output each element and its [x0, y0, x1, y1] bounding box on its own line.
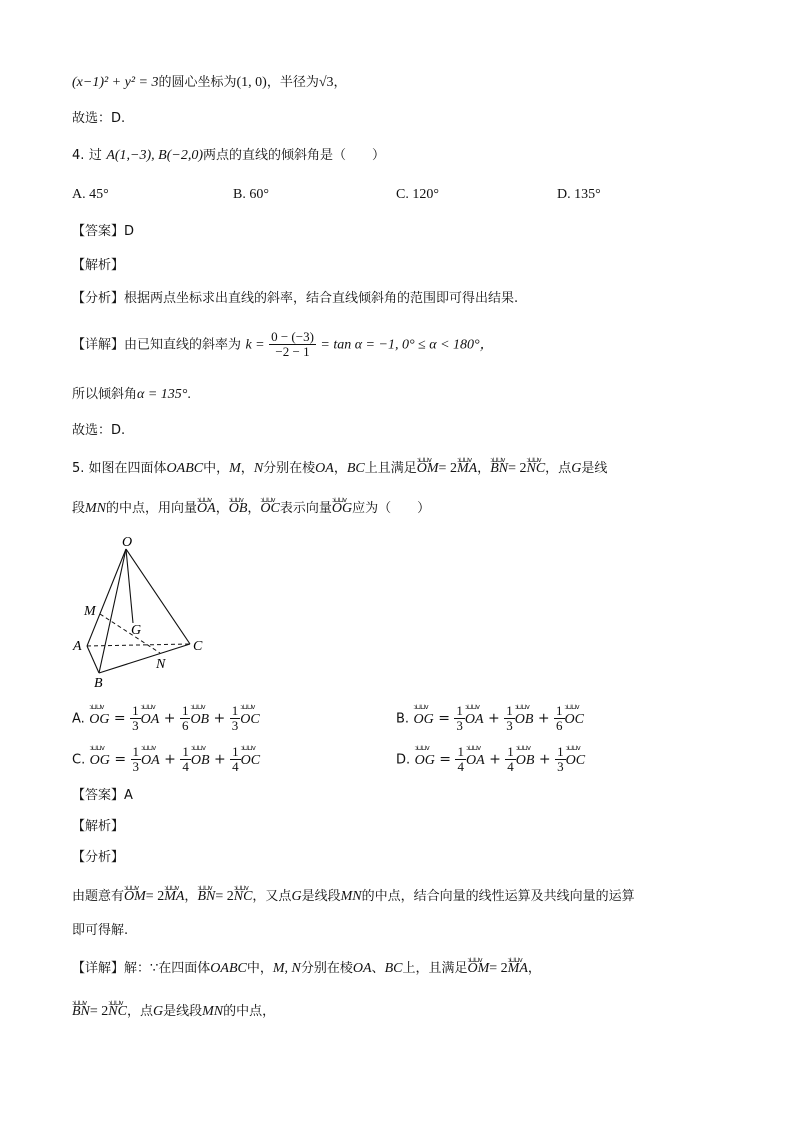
edge-AB: [87, 646, 99, 673]
analysis-5-line-2: 即可得解.: [72, 923, 129, 938]
analysis-5-heading: 【解析】: [72, 819, 125, 834]
label-C: C: [193, 639, 203, 654]
edge-OB: [99, 549, 126, 673]
detail-5-line-2: ↄ⊔⊔ⅴ BN= 2ↄ⊔⊔ⅴ NC，点G是线段MN的中点，: [72, 1001, 275, 1022]
q4-option-c: C. 120°: [396, 187, 439, 202]
answer-5: 【答案】A: [72, 788, 133, 803]
q4-option-b: B. 60°: [233, 187, 269, 202]
q4-selection: 故选：D.: [72, 423, 126, 438]
edge-OG: [126, 549, 133, 623]
detail-4: 【详解】由已知直线的斜率为 k = $\frac{0 - (-3)}{-2 - 1}$ = tan α = −1, 0° ≤ α < 180°，: [72, 329, 494, 359]
label-M: M: [84, 604, 96, 619]
segment-MN: [100, 614, 160, 653]
q4-option-d: D. 135°: [557, 187, 601, 202]
analysis-5-line-1: 由题意有ↄ⊔⊔ⅴ OM= 2ↄ⊔⊔ⅴ MA，ↄ⊔⊔ⅴ BN= 2ↄ⊔⊔ⅴ NC，又点G是线段MN的中点，结合向量的线性运算及共线向量的运算: [72, 886, 635, 907]
detail-5-line-1: 【详解】解：∵在四面体OABC中，M, N分别在棱OA、BC上，且满足ↄ⊔⊔ⅴ OM= 2ↄ⊔⊔ⅴ MA，: [72, 958, 541, 979]
answer-choice-line: 故选：D.: [72, 111, 126, 126]
circle-equation: (x−1)² + y² = 3: [72, 75, 159, 90]
edge-AC-hidden: [87, 644, 190, 646]
answer-4: 【答案】D: [72, 224, 135, 239]
question-4: 4. 过 A(1,−3), B(−2,0)两点的直线的倾斜角是（ ）: [72, 148, 385, 163]
q5-option-b: B. ↄ⊔⊔ⅴ OG = $\frac{1}{3}$ ↄ⊔⊔ⅴ OA + $\frac{1}{3}$ ↄ⊔⊔ⅴ OB + $\frac{1}{6}$ ↄ⊔⊔ⅴ OC: [396, 704, 584, 733]
q5-option-a: A. ↄ⊔⊔ⅴ OG = $\frac{1}{3}$ ↄ⊔⊔ⅴ OA + $\frac{1}{6}$ ↄ⊔⊔ⅴ OB + $\frac{1}{3}$ ↄ⊔⊔ⅴ OC: [72, 704, 260, 733]
label-G: G: [131, 623, 142, 638]
label-N: N: [156, 657, 166, 672]
q5-option-d: D. ↄ⊔⊔ⅴ OG = $\frac{1}{4}$ ↄ⊔⊔ⅴ OA + $\frac{1}{4}$ ↄ⊔⊔ⅴ OB + $\frac{1}{3}$ ↄ⊔⊔ⅴ OC: [396, 745, 585, 774]
label-O: O: [122, 535, 133, 550]
question-5-line-1: 5. 如图在四面体OABC中，M，N分别在棱OA，BC上且满足ↄ⊔⊔ⅴ OM= 2ↄ⊔⊔ⅴ MA，ↄ⊔⊔ⅴ BN= 2ↄ⊔⊔ⅴ NC，点G是线: [72, 458, 607, 479]
analysis-4-heading: 【解析】: [72, 258, 125, 273]
line-circle: (x−1)² + y² = 3的圆心坐标为(1, 0)，半径为√3，: [72, 75, 347, 90]
label-A: A: [73, 639, 82, 654]
slope-fraction: $\frac{0 - (-3)}{-2 - 1}$: [271, 329, 314, 359]
edge-BC: [99, 644, 190, 673]
analysis-4: 【分析】根据两点坐标求出直线的斜率，结合直线倾斜角的范围即可得出结果.: [72, 291, 519, 306]
q4-conclusion: 所以倾斜角α = 135°.: [72, 387, 191, 402]
label-B: B: [94, 676, 103, 691]
q4-option-a: A. 45°: [72, 187, 109, 202]
question-5-line-2: 段MN的中点，用向量ↄ⊔⊔ⅴ OA，ↄ⊔⊔ⅴ OB，ↄ⊔⊔ⅴ OC表示向量ↄ⊔⊔ⅴ OG应为（ ）: [72, 498, 430, 519]
q5-option-c: C. ↄ⊔⊔ⅴ OG = $\frac{1}{3}$ ↄ⊔⊔ⅴ OA + $\frac{1}{4}$ ↄ⊔⊔ⅴ OB + $\frac{1}{4}$ ↄ⊔⊔ⅴ OC: [72, 745, 260, 774]
tetrahedron-figure: [68, 533, 218, 693]
analysis-5-subheading: 【分析】: [72, 850, 125, 865]
edge-OA: [87, 549, 126, 646]
